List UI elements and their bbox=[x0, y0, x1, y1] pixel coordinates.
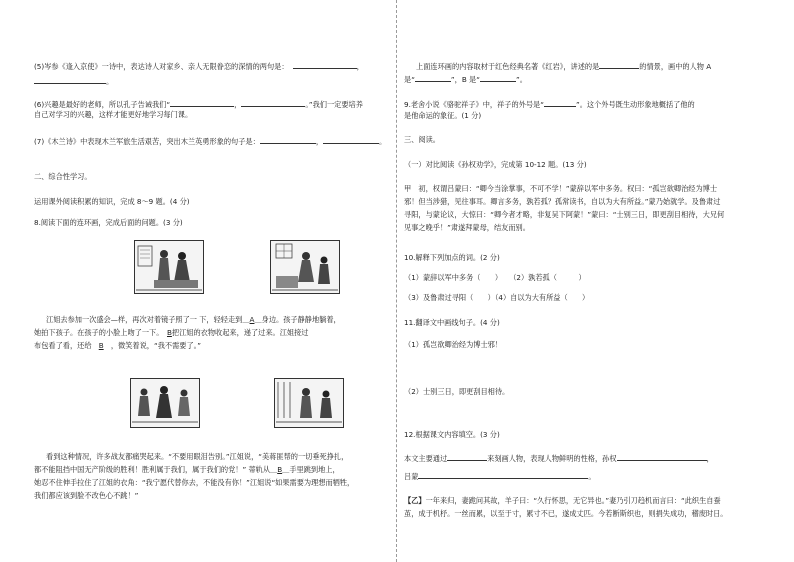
answer-blank[interactable] bbox=[323, 135, 379, 144]
section-2-intro: 运用课外阅读积累的知识，完成 8～9 题。(4 分) bbox=[34, 197, 190, 206]
answer-blank[interactable] bbox=[599, 60, 639, 69]
right-column bbox=[404, 0, 764, 562]
question-8: 8.阅读下面的连环画，完成后面的问题。(3 分) bbox=[34, 218, 183, 227]
comic-text-2-line4: 我们都应该到脸不改色心不跳！” bbox=[34, 491, 139, 500]
question-5-line2: 。 bbox=[34, 75, 113, 87]
answer-blank[interactable] bbox=[544, 98, 576, 107]
column-divider bbox=[396, 0, 397, 562]
question-7: (7)《木兰诗》中表现木兰军旅生活艰苦，突出木兰英勇形象的句子是： ， 。 bbox=[34, 137, 387, 146]
question-11-item: （2）士别三日，即更刮目相待。 bbox=[404, 387, 510, 396]
answer-blank[interactable] bbox=[34, 75, 106, 84]
illustration-1 bbox=[134, 240, 204, 294]
section-3-title: 三、阅读。 bbox=[404, 135, 440, 144]
answer-blank[interactable] bbox=[170, 98, 234, 107]
comic-panel-icon bbox=[274, 378, 344, 428]
comic-text-2-line1: 看到这种情况，许多战友都痛哭起来。“不要用眼泪告别。”江姐说，“美蒋匪帮的一切垂死挣扎， bbox=[46, 452, 349, 461]
question-9-line2: 是他命运的象征。(1 分) bbox=[404, 111, 482, 120]
reading-subsection-1: （一）对比阅读《孙权劝学》，完成第 10-12 题。(13 分) bbox=[404, 160, 587, 169]
answer-blank[interactable] bbox=[293, 60, 357, 69]
comic-panel-icon bbox=[130, 378, 200, 428]
answer-blank[interactable] bbox=[447, 452, 487, 461]
passage-line: 寻阳，与蒙论议，大惊曰：“卿今者才略，非复吴下阿蒙！”蒙曰：“士别三日，即更刮目相待，大兄何 bbox=[404, 210, 725, 219]
comic-text-1-line1: 江姐去参加一次盛会—样，再次对着镜子照了一 下，轻轻走到＿A＿身边。孩子静静地躺着， bbox=[46, 315, 341, 324]
answer-blank[interactable] bbox=[480, 73, 516, 82]
question-11-item: （1）孤岂欲卿治经为博士邪！ bbox=[404, 340, 503, 349]
comic-text-1-line3: 布包看了看，还给 B ，微笑着说，“我不需要了。” bbox=[34, 341, 201, 350]
comic-panel-icon bbox=[134, 240, 204, 294]
comic-text-1-line2: 她拍下孩子。在孩子的小脸上吻了一下。 B把江姐的衣物收起来，递了过来。江姐接过 bbox=[34, 328, 309, 337]
question-12-item: 吕蒙 。 bbox=[404, 472, 596, 481]
answer-blank[interactable] bbox=[418, 470, 588, 479]
passage-line: 见事之晚乎！”肃遂拜蒙母，结友而别。 bbox=[404, 223, 530, 232]
answer-blank[interactable] bbox=[415, 73, 451, 82]
passage-line: 甲 初，权谓吕蒙曰：“卿今当涂掌事，不可不学！”蒙辞以军中多务。权曰：“孤岂欲卿治经为博士 bbox=[404, 184, 718, 193]
section-2-title: 二、综合性学习。 bbox=[34, 172, 92, 181]
question-11: 11.翻译文中画线句子。(4 分) bbox=[404, 318, 500, 327]
illustration-2 bbox=[270, 240, 340, 294]
answer-blank[interactable] bbox=[617, 452, 707, 461]
passage-line: 邪！但当涉猎，见往事耳。卿言多务，孰若孤？孤常读书，自以为大有所益。”蒙乃始就学。及鲁肃过 bbox=[404, 197, 721, 206]
comic-summary-line1: 上面连环画的内容取材于红色经典名著《红岩》，讲述的是 的情景，画中的人物 A bbox=[416, 62, 712, 71]
question-10-item: （3）及鲁肃过寻阳（ ）（4）自以为大有所益（ ） bbox=[404, 293, 590, 302]
answer-blank[interactable] bbox=[241, 98, 305, 107]
answer-blank[interactable] bbox=[260, 135, 316, 144]
question-9: 9.老舍小说《骆驼祥子》中，祥子的外号是“ ”。这个外号既生动形象地概括了他的 bbox=[404, 100, 695, 109]
comic-text-2-line2: 都不能阻挡中国无产阶级的胜利！胜利属于我们，属于我们的党！” 蒂轨从＿B＿手里跳到地上， bbox=[34, 465, 340, 474]
question-12-item: 本文主要通过 来刻画人物，表现人物鲜明的性格，孙权 ， bbox=[404, 454, 714, 463]
question-12: 12.根据课文内容填空。(3 分) bbox=[404, 430, 500, 439]
passage-yi-line1: 【乙】一年来归，妻跪问其故，羊子曰：“久行怀思，无它异也。”妻乃引刀趋机而言曰：“此织生自蚕 bbox=[404, 496, 721, 505]
comic-panel-icon bbox=[270, 240, 340, 294]
question-6-line2: 自己对学习的兴趣，这样才能更好地学习每门课。 bbox=[34, 110, 193, 119]
comic-text-2-line3: 她忍不住伸手拉住了江姐的衣角：“我宁愿代替你去，不能没有你！”江姐说“如果需要为理想而牺牲， bbox=[34, 478, 355, 487]
illustration-4 bbox=[274, 378, 344, 428]
comic-summary-line2: 是“ ”，B 是“ ”。 bbox=[404, 75, 527, 84]
passage-yi-line2: 茧，成于机杼。一丝而累，以至于寸，累寸不已，遂成丈匹。今若断斯织也，则捐失成功，稽废时日。 bbox=[404, 509, 728, 518]
illustration-3 bbox=[130, 378, 200, 428]
left-column bbox=[34, 0, 390, 562]
question-5: (5)岑参《逢入京使》一诗中，表达诗人对家乡、亲人无限眷恋的深情的两句是： ， bbox=[34, 62, 364, 71]
question-6: (6)兴趣是最好的老师，所以孔子告诫我们“ ， 。”我们一定要培养 bbox=[34, 100, 363, 109]
question-10-item: （1）蒙辞以军中多务（ ） （2）孰若孤（ ） bbox=[404, 273, 586, 282]
question-10: 10.解释下列加点的词。(2 分) bbox=[404, 253, 500, 262]
